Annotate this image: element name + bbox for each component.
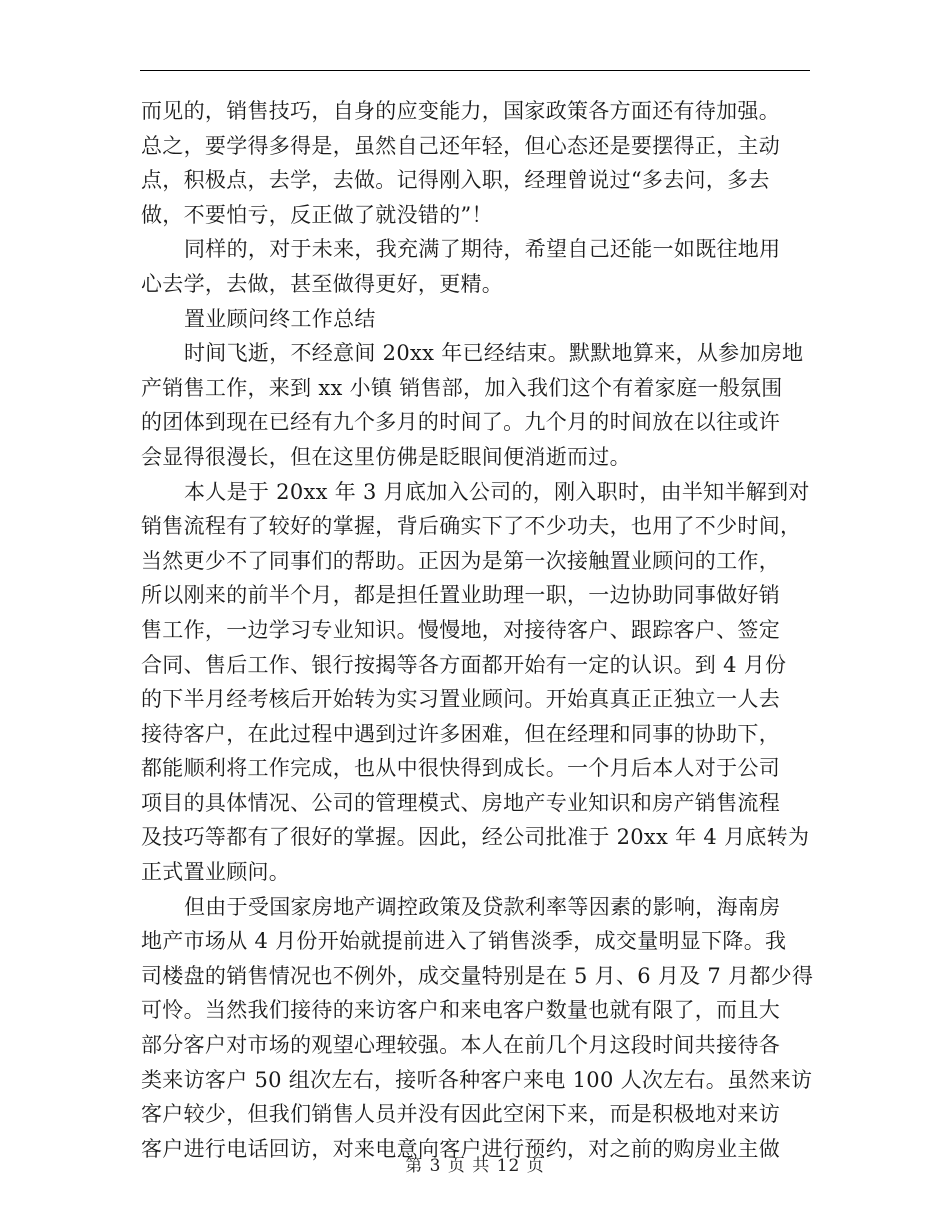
paragraph-start: 同样的，对于未来，我充满了期待，希望自己还能一如既往地用 — [184, 237, 781, 262]
text-line: 所以刚来的前半个月，都是担任置业助理一职，一边协助同事做好销 — [141, 583, 780, 608]
page-number-footer: 第 3 页 共 12 页 — [405, 1156, 545, 1176]
text-line: 会显得很漫长，但在这里仿佛是眨眼间便消逝而过。 — [141, 444, 631, 469]
document-body — [141, 94, 814, 1166]
text-line: 心去学，去做，甚至做得更好，更精。 — [141, 271, 504, 296]
text-line: 客户较少，但我们销售人员并没有因此空闲下来，而是积极地对来访 — [141, 1102, 780, 1127]
text-line: 正式置业顾问。 — [141, 860, 291, 885]
paragraph-start: 但由于受国家房地产调控政策及贷款利率等因素的影响，海南房 — [184, 894, 781, 919]
text-line: 点，积极点，去学，去做。记得刚入职，经理曾说过“多去问，多去 — [141, 168, 770, 193]
paragraph-start: 时间飞逝，不经意间 20xx 年已经结束。默默地算来，从参加房地 — [184, 341, 804, 366]
text-line: 而见的，销售技巧，自身的应变能力，国家政策各方面还有待加强。 — [141, 99, 780, 123]
text-line: 可怜。当然我们接待的来访客户和来电客户数量也就有限了，而且大 — [141, 998, 780, 1023]
text-line: 都能顺利将工作完成，也从中很快得到成长。一个月后本人对于公司 — [141, 756, 780, 781]
text-line: 类来访客户 50 组次左右，接听各种客户来电 100 人次左右。虽然来访 — [141, 1067, 813, 1092]
text-line: 项目的具体情况、公司的管理模式、房地产专业知识和房产销售流程 — [141, 790, 780, 815]
text-line: 的团体到现在已经有九个多月的时间了。九个月的时间放在以往或许 — [141, 410, 780, 435]
text-line: 接待客户，在此过程中遇到过许多困难，但在经理和同事的协助下， — [141, 721, 780, 746]
text-line: 客户进行电话回访，对来电意向客户进行预约，对之前的购房业主做 — [141, 1136, 780, 1161]
text-line: 地产市场从 4 月份开始就提前进入了销售淡季，成交量明显下降。我 — [141, 929, 787, 954]
text-line: 合同、售后工作、银行按揭等各方面都开始有一定的认识。到 4 月份 — [141, 652, 787, 677]
text-line: 及技巧等都有了很好的掌握。因此，经公司批准于 20xx 年 4 月底转为 — [141, 825, 810, 850]
text-line: 做，不要怕亏，反正做了就没错的”！ — [141, 202, 493, 227]
text-line: 司楼盘的销售情况也不例外，成交量特别是在 5 月、6 月及 7 月都少得 — [141, 963, 814, 988]
text-line: 售工作，一边学习专业知识。慢慢地，对接待客户、跟踪客户、签定 — [141, 617, 780, 642]
header-rule — [140, 70, 810, 71]
paragraph-start: 本人是于 20xx 年 3 月底加入公司的，刚入职时，由半知半解到对 — [184, 479, 810, 504]
text-line: 销售流程有了较好的掌握，背后确实下了不少功夫，也用了不少时间， — [141, 514, 802, 539]
text-line: 总之，要学得多得是，虽然自己还年轻，但心态还是要摆得正，主动 — [141, 133, 780, 158]
text-line: 的下半月经考核后开始转为实习置业顾问。开始真真正正独立一人去 — [141, 687, 780, 712]
text-line: 部分客户对市场的观望心理较强。本人在前几个月这段时间共接待各 — [141, 1033, 780, 1058]
text-line: 当然更少不了同事们的帮助。正因为是第一次接触置业顾问的工作， — [141, 548, 780, 573]
section-title: 置业顾问终工作总结 — [184, 306, 376, 331]
text-line: 产销售工作，来到 xx 小镇 销售部，加入我们这个有着家庭一般氛围 — [141, 375, 783, 400]
